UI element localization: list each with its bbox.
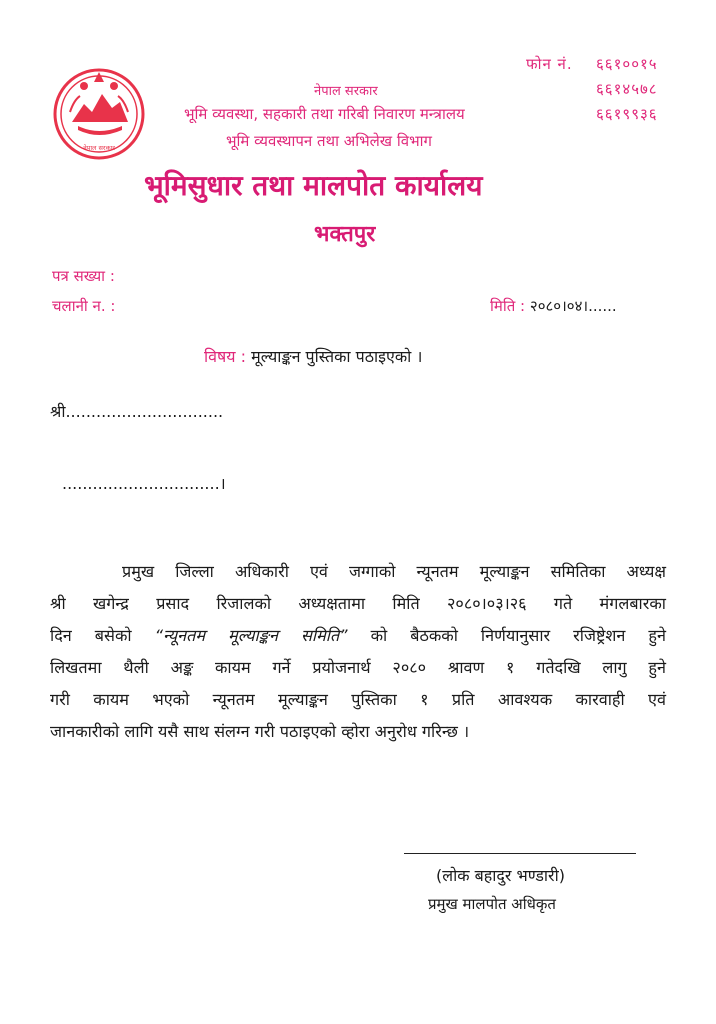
dispatch-number-label: चलानी न. :: [52, 297, 116, 315]
phone-label: फोन नं.: [526, 55, 573, 73]
phone-number-1: ६६१००१५: [596, 55, 658, 73]
subject-label: विषय :: [204, 347, 247, 366]
office-city: भक्तपुर: [314, 222, 376, 247]
committee-name-quote: “न्यूनतम मूल्याङ्कन समिति”: [154, 626, 348, 645]
body-line-3: [50, 620, 666, 652]
body-line-3-post: को बैठकको निर्णयानुसार रजिष्ट्रेशन हुने: [370, 626, 666, 645]
body-line-5: गरी कायम भएको न्यूनतम मूल्याङ्कन पुस्तिका १ प्रति आवश्यक कारवाही एवं: [50, 690, 666, 709]
nepal-government-emblem-icon: [50, 64, 148, 160]
phone-number-2: ६६१४५७८: [596, 80, 658, 98]
office-title: भूमिसुधार तथा मालपोत कार्यालय: [144, 169, 483, 202]
emblem-text: नेपाल सरकार: [83, 144, 115, 152]
date-label: मिति :: [490, 297, 526, 315]
government-name: नेपाल सरकार: [314, 84, 378, 99]
date-value: २०८०।०४।......: [529, 297, 617, 315]
letter-number-label: पत्र सख्या :: [52, 267, 115, 285]
signatory-name: (लोक बहादुर भण्डारी): [436, 866, 565, 885]
signature-line: [404, 853, 636, 854]
ministry-name: भूमि व्यवस्था, सहकारी तथा गरिबी निवारण मन्त्रालय: [184, 105, 465, 123]
body-line-3-pre: दिन बसेको: [50, 626, 132, 645]
department-name: भूमि व्यवस्थापन तथा अभिलेख विभाग: [226, 132, 432, 150]
letter-body: [50, 556, 666, 748]
subject-text: मूल्याङ्कन पुस्तिका पठाइएको ।: [251, 347, 423, 366]
recipient-line-2: ...............................।: [62, 474, 226, 493]
body-line-6: जानकारीको लागि यसै साथ संलग्न गरी पठाइएको व्होरा अनुरोध गरिन्छ ।: [50, 722, 470, 741]
phone-number-3: ६६१९९३६: [596, 105, 658, 123]
body-line-1: प्रमुख जिल्ला अधिकारी एवं जग्गाको न्यूनतम मूल्याङ्कन समितिका अध्यक्ष: [122, 562, 666, 581]
body-line-2: श्री खगेन्द्र प्रसाद रिजालको अध्यक्षतामा मिति २०८०।०३।२६ गते मंगलबारका: [50, 594, 666, 613]
body-line-4: लिखतमा थैली अङ्क कायम गर्ने प्रयोजनार्थ २०८० श्रावण १ गतेदखि लागु हुने: [50, 658, 666, 677]
signatory-title: प्रमुख मालपोत अधिकृत: [428, 895, 556, 913]
recipient-line-1: श्री...............................: [50, 402, 224, 421]
